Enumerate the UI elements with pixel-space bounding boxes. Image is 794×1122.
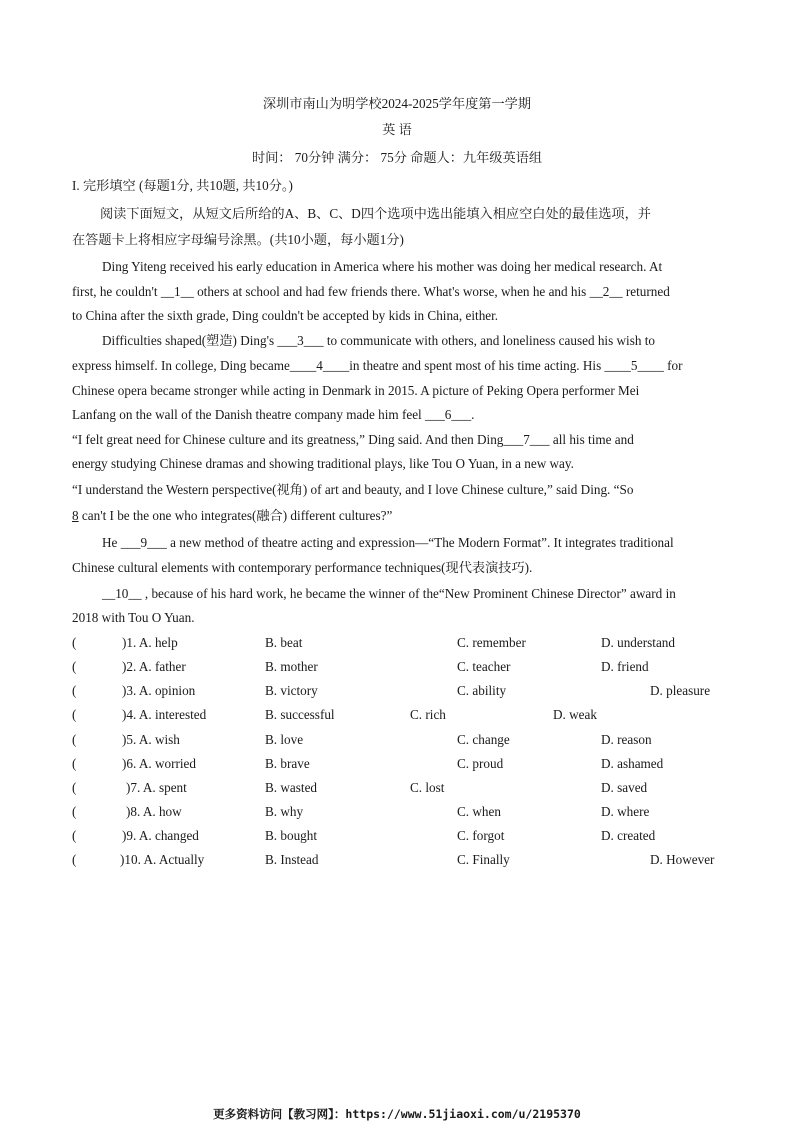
option-d: D. created (601, 828, 656, 843)
blank-3: ___3___ (277, 333, 324, 348)
option-a: )9. A. changed (122, 828, 199, 843)
instruction-line-1: 阅读下面短文，从短文后所给的A、B、C、D四个选项中选出能填入相应空白处的最佳选项，并 (100, 206, 651, 221)
blank-4: ____4____ (289, 358, 350, 373)
text: Difficulties shaped(塑造) Ding's (102, 333, 278, 348)
passage-p1-line3: to China after the sixth grade, Ding couldn't be accepted by kids in China, either. (72, 308, 499, 323)
option-d: D. However (650, 852, 715, 867)
option-b: B. bought (265, 828, 318, 843)
passage-p4-line1: “I understand the Western perspective(视角) of art and beauty, and I love Chinese culture,” said Ding. “So (72, 482, 634, 497)
text: express himself. In college, Ding became (72, 358, 290, 373)
passage-p4-line2 (72, 508, 392, 524)
option-a: )4. A. interested (122, 707, 207, 722)
text: , because of his hard work, he became the winner of the“New Prominent Chinese Director” award in (141, 586, 676, 601)
passage-p2-line3: Chinese opera became stronger while acting in Denmark in 2015. A picture of Peking Opera performer Mei (72, 383, 640, 398)
blank-8: 8 (72, 508, 79, 523)
option-c: C. Finally (457, 852, 510, 867)
option-b: B. Instead (265, 852, 319, 867)
answer-paren[interactable]: ( (72, 828, 77, 843)
option-a: )3. A. opinion (122, 683, 196, 698)
passage-p3-line2: energy studying Chinese dramas and showing traditional plays, like Tou O Yuan, in a new way. (72, 456, 574, 471)
option-b: B. beat (265, 635, 303, 650)
subject-title: 英 语 (382, 122, 412, 137)
option-b: B. love (265, 732, 304, 747)
text: to communicate with others, and loneliness caused his wish to (323, 333, 655, 348)
text: a new method of theatre acting and expression—“The Modern Format”. It integrates traditional (166, 535, 674, 550)
text: . (471, 407, 475, 422)
passage-p6-line2: 2018 with Tou O Yuan. (72, 610, 195, 625)
option-c: C. forgot (457, 828, 505, 843)
option-a: )6. A. worried (122, 756, 196, 771)
answer-paren[interactable]: ( (72, 635, 77, 650)
option-d: D. reason (601, 732, 652, 747)
exam-meta: 时间： 70分钟 满分： 75分 命题人：九年级英语组 (251, 150, 543, 165)
option-c: C. teacher (457, 659, 511, 674)
blank-1: __1__ (160, 284, 194, 299)
passage-p2-line2 (72, 358, 683, 374)
section-heading: I. 完形填空 (每题1分, 共10题, 共10分。) (72, 178, 293, 193)
option-a: )1. A. help (122, 635, 178, 650)
answer-paren[interactable]: ( (72, 659, 77, 674)
blank-6: ___6___ (425, 407, 472, 422)
option-c: C. proud (457, 756, 504, 771)
option-d: D. weak (553, 707, 597, 722)
exam-title: 深圳市南山为明学校2024-2025学年度第一学期 (262, 96, 532, 111)
instruction-line-2: 在答题卡上将相应字母编号涂黑。(共10小题，每小题1分) (72, 232, 404, 247)
option-d: D. where (601, 804, 650, 819)
blank-7: ___7___ (503, 432, 550, 447)
option-d: D. understand (601, 635, 675, 650)
option-b: B. successful (265, 707, 335, 722)
blank-2: __2__ (589, 284, 623, 299)
option-b: B. wasted (265, 780, 318, 795)
blank-10: __10__ (102, 586, 142, 601)
option-a: )8. A. how (126, 804, 182, 819)
text: can't I be the one who integrates(融合) different cultures?” (78, 508, 393, 523)
passage-p5-line2: Chinese cultural elements with contemporary performance techniques(现代表演技巧). (72, 560, 533, 575)
option-c: C. ability (457, 683, 507, 698)
answer-paren[interactable]: ( (72, 780, 77, 795)
text: in theatre and spent most of his time acting. His (349, 358, 605, 373)
option-a: )2. A. father (122, 659, 186, 674)
option-c: C. change (457, 732, 510, 747)
answer-paren[interactable]: ( (72, 756, 77, 771)
option-a: )7. A. spent (126, 780, 187, 795)
option-d: D. pleasure (650, 683, 711, 698)
answer-paren[interactable]: ( (72, 732, 77, 747)
answer-paren[interactable]: ( (72, 683, 77, 698)
option-d: D. ashamed (601, 756, 664, 771)
option-d: D. saved (601, 780, 648, 795)
option-c: C. when (457, 804, 501, 819)
text: first, he couldn't (72, 284, 161, 299)
option-c: C. remember (457, 635, 526, 650)
text: others at school and had few friends there. What's worse, when he and his (193, 284, 590, 299)
option-c: C. rich (410, 707, 446, 722)
option-b: B. why (265, 804, 304, 819)
blank-5: ____5____ (604, 358, 664, 373)
option-d: D. friend (601, 659, 649, 674)
passage-p6-line1 (102, 586, 676, 602)
option-c: C. lost (410, 780, 445, 795)
option-b: B. mother (265, 659, 318, 674)
passage-p3-line1 (72, 432, 634, 448)
text: Lanfang on the wall of the Danish theatre company made him feel (72, 407, 426, 422)
option-b: B. brave (265, 756, 310, 771)
blank-9: ___9___ (120, 535, 167, 550)
passage-p2-line4 (72, 407, 474, 423)
option-a: )5. A. wish (122, 732, 180, 747)
passage-p5-line1 (102, 535, 674, 551)
answer-paren[interactable]: ( (72, 707, 77, 722)
passage-p2-line1 (102, 333, 655, 349)
text: returned (622, 284, 670, 299)
footer-link[interactable]: 更多资料访问【教习网】：https://www.51jiaoxi.com/u/2195370 (213, 1107, 581, 1121)
option-b: B. victory (265, 683, 318, 698)
passage-p1-line2 (72, 284, 670, 300)
answer-paren[interactable]: ( (72, 804, 77, 819)
text: for (663, 358, 683, 373)
text: “I felt great need for Chinese culture and its greatness,” Ding said. And then Ding (72, 432, 504, 447)
answer-paren[interactable]: ( (72, 852, 77, 867)
text: He (102, 535, 121, 550)
passage-p1-line1: Ding Yiteng received his early education in America where his mother was doing her medical research. At (102, 259, 663, 274)
option-a: )10. A. Actually (120, 852, 205, 867)
text: all his time and (549, 432, 634, 447)
